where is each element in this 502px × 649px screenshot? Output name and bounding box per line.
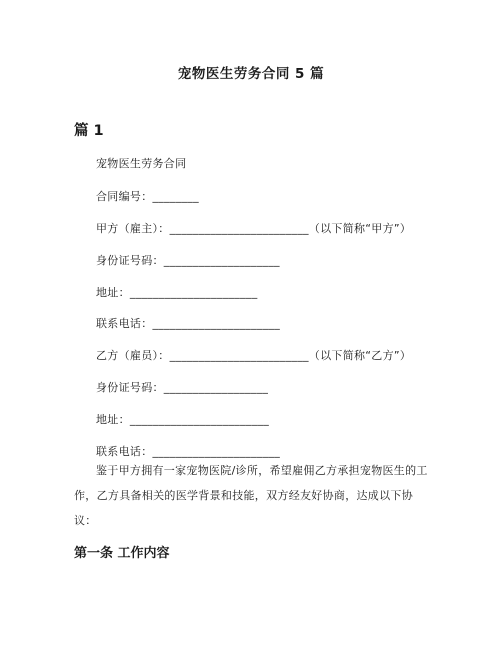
preamble-paragraph — [74, 458, 434, 533]
party-b-address-line: 地址：________________________ — [96, 413, 270, 426]
preamble-text: 鉴于甲方拥有一家宠物医院/诊所，希望雇佣乙方承担宠物医生的工作，乙方具备相关的医学背景和技能，双方经友好协商，达成以下协议： — [74, 464, 428, 527]
party-b-id-line: 身份证号码：__________________ — [96, 381, 269, 394]
party-a-phone-line: 联系电话：______________________ — [96, 317, 281, 330]
party-b-line: 乙方（雇员）：________________________（以下简称“乙方”） — [96, 349, 412, 362]
document-title: 宠物医生劳务合同 5 篇 — [177, 66, 325, 82]
contract-number-line: 合同编号：________ — [96, 190, 199, 203]
article-heading: 第一条 工作内容 — [74, 546, 170, 561]
party-a-line: 甲方（雇主）：________________________（以下简称“甲方”） — [96, 222, 412, 235]
party-b-phone-line: 联系电话：______________________ — [96, 445, 281, 458]
party-a-address-line: 地址：______________________ — [96, 286, 258, 299]
party-a-id-line: 身份证号码：____________________ — [96, 254, 280, 267]
section-heading: 篇 1 — [74, 123, 104, 139]
contract-name-line: 宠物医生劳务合同 — [96, 157, 187, 170]
